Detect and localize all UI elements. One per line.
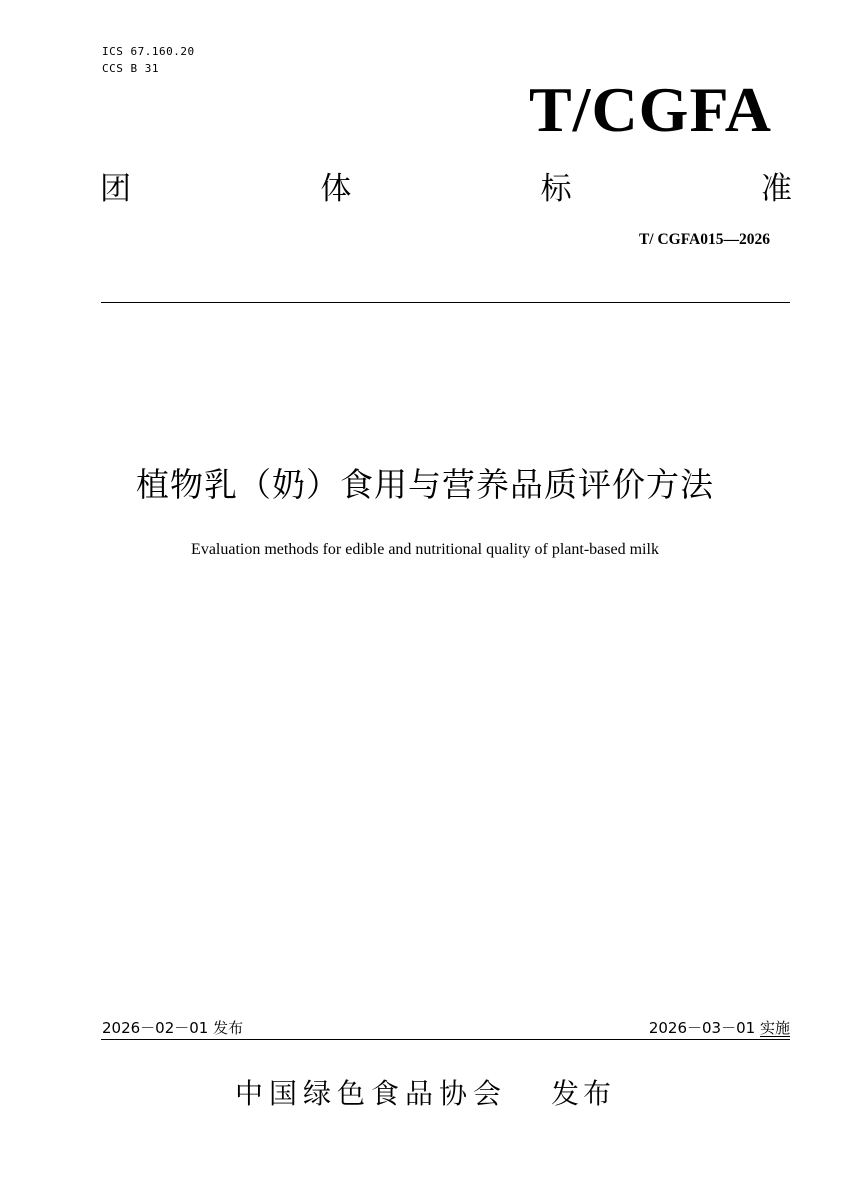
publish-word: 发布 bbox=[551, 1077, 616, 1110]
publisher-line bbox=[0, 1074, 850, 1114]
document-title-chinese: 植物乳（奶）食用与营养品质评价方法 bbox=[136, 465, 714, 504]
category-char: 准 bbox=[760, 170, 792, 207]
standard-category bbox=[100, 163, 792, 207]
ccs-code: CCS B 31 bbox=[102, 62, 159, 75]
publisher-name: 中国绿色食品协会 bbox=[234, 1077, 507, 1110]
category-char: 体 bbox=[320, 170, 352, 207]
implementation-label: 实施 bbox=[759, 1019, 790, 1037]
issue-date-line bbox=[102, 1018, 243, 1038]
implementation-date: 2026－03－01 bbox=[648, 1019, 756, 1037]
issue-date: 2026－02－01 bbox=[102, 1019, 209, 1037]
category-char: 标 bbox=[540, 170, 572, 207]
standard-brand: T/CGFA bbox=[528, 74, 772, 145]
footer-divider bbox=[101, 1039, 790, 1040]
implementation-date-line bbox=[649, 1018, 790, 1038]
header-divider bbox=[101, 302, 790, 303]
issue-label: 发布 bbox=[213, 1019, 244, 1037]
ics-code: ICS 67.160.20 bbox=[102, 45, 195, 58]
standard-number: T/ CGFA015—2026 bbox=[638, 231, 770, 248]
classification-codes bbox=[102, 43, 195, 77]
category-char: 团 bbox=[100, 170, 131, 207]
document-title-english: Evaluation methods for edible and nutritional quality of plant-based milk bbox=[191, 541, 659, 558]
